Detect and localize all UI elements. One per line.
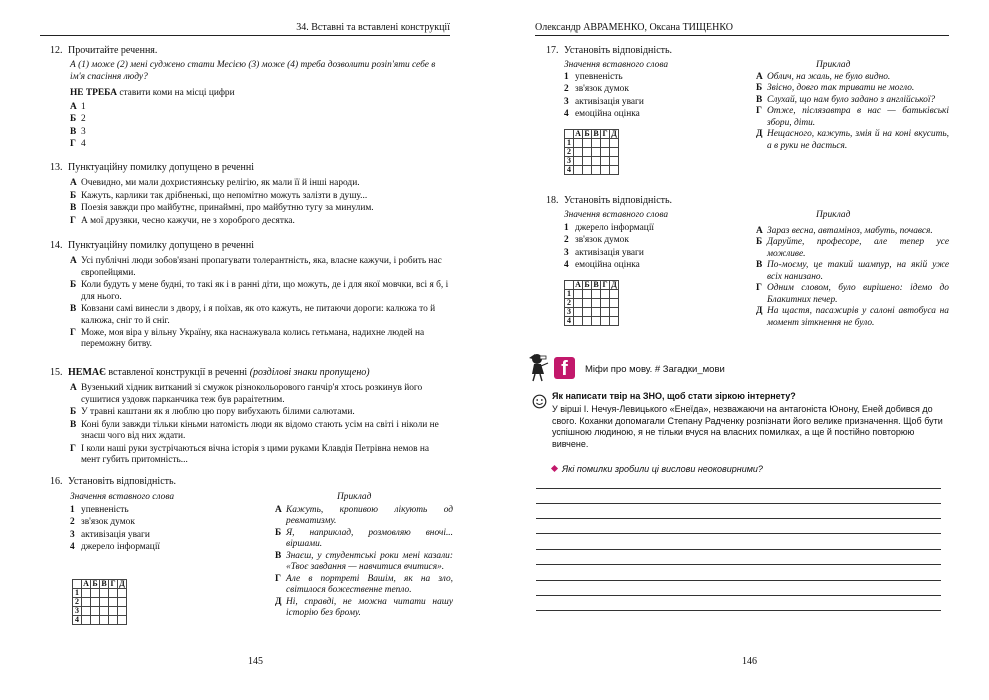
example-b: Б Я, наприклад, розмовляю вночі... віршами. [275,527,453,550]
option-d[interactable]: Г Може, моя віра у вільну Україну, яка наснажувала колись гетьмана, надихне людей на переможну битву. [70,328,425,350]
task-15 [50,367,450,467]
task-18 [546,195,951,335]
option-d[interactable]: Г 4 [70,139,86,149]
example-d: Г Одним словом, було вирішено: ідемо до Блакитних печер. [756,283,949,305]
task-16-meanings [70,505,260,555]
task-18-meanings [564,223,744,273]
mascot-icon [526,352,552,382]
left-page [0,0,494,700]
task-17 [546,45,951,185]
meaning-1: 1 упевненість [564,72,623,82]
example-e: Д Ні, справді, не можна читати нашу історію без брому. [275,596,453,619]
task-18-prompt: 18. Установіть відповідність. [546,195,673,206]
task-13-prompt: 13. Пунктуаційну помилку допущено в реченні [50,162,255,173]
option-a[interactable]: А Усі публічні люди зобов'язані пропагувати толерантність, яка, власне кажучи, і робить нас європейцями. [70,256,442,278]
option-a[interactable]: А Очевидно, ми мали дохристиянську релігію, як мали її й інші народи. [70,178,360,189]
meaning-2: 2 зв'язок думок [564,235,629,246]
option-c[interactable]: В Поезія завжди про майбутнє, принаймні, про майбутню тугу за минулим. [70,203,374,214]
option-b[interactable]: Б Кажуть, карлики так дрібненькі, що непомітно можуть залізти в душу... [70,190,368,201]
right-page [494,0,989,700]
example-b: Б Звісно, довго так тривати не могло. [756,83,915,94]
task-17-meaning-title: Значення вставного слова [564,60,669,70]
option-d[interactable]: Г А мої друзяки, чесно кажучи, не з хороброго десятка. [70,215,295,226]
option-c[interactable]: В Ковзани самі винесли з двору, і я поїхав, як ото кажуть, не питаючи дороги: калюжа то й калюжа, сніг то й сніг. [70,304,436,326]
diamond-icon [551,465,558,472]
task-12-instruction: НЕ ТРЕБА ставити коми на місці цифри [70,88,235,99]
task-12 [50,45,450,151]
example-e: Д На щастя, пасажирів у салоні автобуса на момент зіткнення не було. [756,306,949,328]
example-c: В Слухай, що нам було задано з англійської? [756,94,936,105]
right-header-rule [535,35,949,36]
task-15-options [70,383,450,466]
option-b[interactable]: Б 2 [70,114,86,125]
answer-grid-16[interactable]: А Б В Г Д 1 2 3 4 [72,579,127,625]
answer-grid-18[interactable]: А Б В Г Д 1 2 3 4 [564,280,619,326]
option-d[interactable]: Г І коли наші руки зустрічаються вічна історія з цими руками Клавдія Петрівна немов на мент губить притомність... [70,443,430,465]
meaning-3: 3 активізація уваги [564,247,644,258]
task-13-options [70,178,450,227]
option-b[interactable]: Б Коли будуть у мене будні, то такі як і в ранні діти, що можуть, де і для якої мовчки, всі я б, і для нього. [70,280,449,302]
option-a[interactable]: А 1 [70,101,86,112]
option-c[interactable]: В 3 [70,126,86,137]
task-17-meanings [564,72,744,122]
meaning-4: 4 емоційна оцінка [564,260,640,271]
task-12-prompt: 12. Прочитайте речення. [50,45,158,56]
task-17-prompt: 17. Установіть відповідність. [546,45,673,56]
option-b[interactable]: Б У травні каштани як я люблю цю пору вибухають білими салютами. [70,407,355,418]
social-caption: Міфи про мову. # Загадки_мови [585,364,725,375]
meaning-4: 4 джерело інформації [70,542,161,553]
task-16 [50,476,453,646]
left-page-number: 145 [248,656,263,667]
example-c: В Знаєш, у студентські роки мені казали: «Твоє завдання — навчитися вчитися». [275,550,453,573]
left-header-rule [40,35,450,36]
task-16-example-title: Приклад [337,492,372,502]
task-18-examples [756,226,949,329]
essay-question: Які помилки зробили ці вислови неоковирними? [562,464,763,474]
meaning-3: 3 активізація уваги [70,529,150,540]
task-16-examples [275,505,453,620]
example-e: Д Нещасного, кажуть, змія й на коні вкусить, а в руки не дасться. [756,129,949,151]
task-15-prompt: 15. НЕМАЄ вставленої конструкції в реченні (розділові знаки пропущено) [50,367,370,378]
meaning-2: 2 зв'язок думок [70,517,135,528]
example-a: А Облич, на жаль, не було видно. [756,72,891,82]
essay-title: Як написати твір на ЗНО, щоб стати зіркою інтернету? [552,391,796,401]
task-12-sentence: А (1) може (2) мені суджено стати Месією (3) може (4) треба дозволити розіп'яти себе в ім'я спасіння люду? [70,60,436,82]
meaning-1: 1 упевненість [70,505,129,515]
example-d: Г Але в портреті Вашім, як на зло, світилося божественне тепло. [275,573,453,596]
task-17-examples [756,72,949,152]
facebook-icon[interactable]: f [554,357,575,379]
example-c: В По-моєму, це такий шампур, на якій уже всіх нанизано. [756,260,949,282]
task-13 [50,162,450,228]
smiley-icon [532,394,547,409]
task-14-options [70,256,450,351]
example-b: Б Даруйте, професоре, але тепер усе можливе. [756,237,949,259]
example-a: А Зараз весна, автаміноз, мабуть, почався. [756,226,933,236]
example-d: Г Отже, післязавтра в нас — батьківські збори, діти. [756,106,949,128]
meaning-2: 2 зв'язок думок [564,84,629,95]
essay-body: У вірші І. Нечуя-Левицького «Енеїда», незважаючи на антагоніста Юнону, Еней добився до свого. Коханки допомагали Степану Радченку розпізнати його велике призначення. Щоб бути успішною людиною, я не тільки вчуся на власних помилках, а ще й постійно повторюю вивчене. [552,404,943,450]
task-14-prompt: 14. Пунктуаційну помилку допущено в реченні [50,240,255,251]
meaning-3: 3 активізація уваги [564,96,644,107]
task-16-prompt: 16. Установіть відповідність. [50,476,177,487]
answer-grid-17[interactable]: А Б В Г Д 1 2 3 4 [564,129,619,175]
right-page-number: 146 [742,656,757,667]
task-14 [50,240,450,352]
task-16-meaning-title: Значення вставного слова [70,492,175,502]
task-18-meaning-title: Значення вставного слова [564,210,669,220]
meaning-4: 4 емоційна оцінка [564,109,640,120]
example-a: А Кажуть, кропивою лікують од ревматизму. [275,505,453,527]
option-a[interactable]: А Вузенький хідник витканий зі смужок різнокольорового ганчір'я хтось розкинув його сушитися уздовж парканчика теж був рараітетним. [70,383,423,405]
task-12-options [70,102,450,151]
task-18-example-title: Приклад [816,210,851,220]
question-line [552,464,763,476]
task-17-example-title: Приклад [816,60,851,70]
left-header: 34. Вставні та вставлені конструкції [296,22,450,33]
option-c[interactable]: В Коні були завжди тільки кіньми натомість люди як відомо стають усім на світі і ніколи не знаєш чого від них ждати. [70,419,439,442]
right-header: Олександр АВРАМЕНКО, Оксана ТИЩЕНКО [535,22,733,33]
meaning-1: 1 джерело інформації [564,223,655,233]
